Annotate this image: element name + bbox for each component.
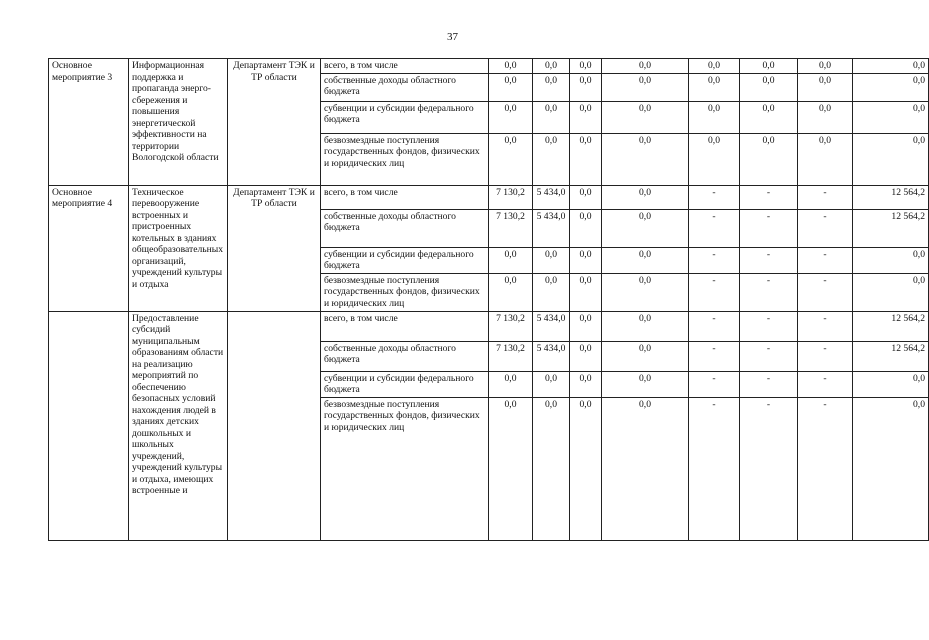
value-cell: 5 434,0 <box>533 209 570 247</box>
value-cell: - <box>798 341 853 371</box>
page-number: 37 <box>447 31 458 43</box>
value-cell: 0,0 <box>533 371 570 397</box>
value-cell: - <box>689 273 740 311</box>
executor-cell <box>228 311 321 540</box>
activity-name-cell: Предоставление субсидий муниципальным образованиям области на реализацию мероприятий по обеспечению безопасных условий нахождения людей в зданиях детских дошкольных и школьных учреждений, учреждений культуры и отдыха, имеющих встроенные и <box>129 311 228 540</box>
value-cell: - <box>740 185 798 209</box>
value-cell: - <box>740 273 798 311</box>
executor-cell: Департамент ТЭК и ТР области <box>228 59 321 186</box>
value-cell: 0,0 <box>602 101 689 133</box>
value-cell: - <box>689 341 740 371</box>
value-cell: 0,0 <box>489 73 533 101</box>
value-cell: 0,0 <box>602 371 689 397</box>
value-cell: 0,0 <box>570 247 602 273</box>
funding-table <box>48 58 929 541</box>
value-cell: 0,0 <box>489 247 533 273</box>
value-cell: - <box>740 247 798 273</box>
value-cell: 0,0 <box>533 59 570 74</box>
funding-source-cell: субвенции и субсидии федерального бюджета <box>321 247 489 273</box>
activity-cell: Основное мероприятие 3 <box>49 59 129 186</box>
value-cell: 0,0 <box>853 273 929 311</box>
value-cell: 0,0 <box>853 101 929 133</box>
value-cell: 0,0 <box>533 101 570 133</box>
value-cell: 0,0 <box>570 397 602 540</box>
value-cell: 12 564,2 <box>853 341 929 371</box>
funding-source-cell: безвозмездные поступления государственных фондов, физических и юридических лиц <box>321 397 489 540</box>
table-row <box>49 185 929 209</box>
value-cell: - <box>740 341 798 371</box>
value-cell: 0,0 <box>570 59 602 74</box>
table-body <box>49 59 929 541</box>
value-cell: 5 434,0 <box>533 341 570 371</box>
table-row <box>49 59 929 74</box>
value-cell: - <box>740 371 798 397</box>
value-cell: 0,0 <box>489 59 533 74</box>
value-cell: 0,0 <box>853 59 929 74</box>
value-cell: 0,0 <box>602 341 689 371</box>
value-cell: - <box>689 209 740 247</box>
value-cell: 0,0 <box>853 133 929 185</box>
value-cell: 0,0 <box>602 59 689 74</box>
activity-name-cell: Информационная поддержка и пропаганда энерго-сбережения и повышения энергетической эффективности на территории Вологодской области <box>129 59 228 186</box>
value-cell: 0,0 <box>602 185 689 209</box>
value-cell: 0,0 <box>689 59 740 74</box>
value-cell: 0,0 <box>570 133 602 185</box>
value-cell: 0,0 <box>570 341 602 371</box>
value-cell: 0,0 <box>798 73 853 101</box>
value-cell: 0,0 <box>489 133 533 185</box>
value-cell: - <box>689 397 740 540</box>
value-cell: 7 130,2 <box>489 209 533 247</box>
value-cell: 0,0 <box>740 59 798 74</box>
value-cell: - <box>798 247 853 273</box>
value-cell: 0,0 <box>853 247 929 273</box>
value-cell: 12 564,2 <box>853 209 929 247</box>
value-cell: 0,0 <box>798 59 853 74</box>
value-cell: 0,0 <box>570 185 602 209</box>
table-row <box>49 311 929 341</box>
value-cell: 0,0 <box>489 273 533 311</box>
value-cell: 7 130,2 <box>489 185 533 209</box>
value-cell: 0,0 <box>689 73 740 101</box>
value-cell: 0,0 <box>689 101 740 133</box>
value-cell: 7 130,2 <box>489 311 533 341</box>
value-cell: 0,0 <box>489 101 533 133</box>
value-cell: - <box>798 185 853 209</box>
value-cell: 12 564,2 <box>853 311 929 341</box>
value-cell: 0,0 <box>533 133 570 185</box>
funding-source-cell: субвенции и субсидии федерального бюджета <box>321 101 489 133</box>
value-cell: 0,0 <box>602 133 689 185</box>
value-cell: 0,0 <box>602 73 689 101</box>
value-cell: - <box>798 371 853 397</box>
value-cell: - <box>689 371 740 397</box>
value-cell: 7 130,2 <box>489 341 533 371</box>
value-cell: 0,0 <box>853 397 929 540</box>
value-cell: - <box>798 209 853 247</box>
value-cell: 0,0 <box>853 73 929 101</box>
funding-source-cell: субвенции и субсидии федерального бюджета <box>321 371 489 397</box>
value-cell: 0,0 <box>602 273 689 311</box>
value-cell: 0,0 <box>570 73 602 101</box>
value-cell: 0,0 <box>489 397 533 540</box>
value-cell: 0,0 <box>602 247 689 273</box>
value-cell: 0,0 <box>533 73 570 101</box>
activity-cell: Основное мероприятие 4 <box>49 185 129 311</box>
funding-source-cell: всего, в том числе <box>321 59 489 74</box>
executor-cell: Департамент ТЭК и ТР области <box>228 185 321 311</box>
value-cell: 0,0 <box>602 311 689 341</box>
value-cell: 0,0 <box>533 247 570 273</box>
value-cell: 5 434,0 <box>533 185 570 209</box>
value-cell: 0,0 <box>602 209 689 247</box>
value-cell: 0,0 <box>798 101 853 133</box>
value-cell: 0,0 <box>740 101 798 133</box>
value-cell: 0,0 <box>602 397 689 540</box>
value-cell: 0,0 <box>533 273 570 311</box>
value-cell: - <box>798 273 853 311</box>
funding-source-cell: собственные доходы областного бюджета <box>321 73 489 101</box>
activity-cell <box>49 311 129 540</box>
value-cell: 0,0 <box>570 101 602 133</box>
value-cell: 0,0 <box>853 371 929 397</box>
value-cell: 0,0 <box>570 273 602 311</box>
activity-name-cell: Техническое перевооружение встроенных и пристроенных котельных в зданиях общеобразовательных организаций, учреждений культуры и отдыха <box>129 185 228 311</box>
value-cell: 0,0 <box>570 371 602 397</box>
value-cell: 0,0 <box>740 73 798 101</box>
value-cell: 0,0 <box>689 133 740 185</box>
value-cell: 0,0 <box>533 397 570 540</box>
value-cell: 0,0 <box>489 371 533 397</box>
funding-source-cell: безвозмездные поступления государственных фондов, физических и юридических лиц <box>321 133 489 185</box>
funding-source-cell: собственные доходы областного бюджета <box>321 341 489 371</box>
value-cell: - <box>740 397 798 540</box>
value-cell: 0,0 <box>740 133 798 185</box>
value-cell: - <box>689 311 740 341</box>
value-cell: - <box>689 247 740 273</box>
funding-source-cell: всего, в том числе <box>321 311 489 341</box>
value-cell: 0,0 <box>798 133 853 185</box>
value-cell: - <box>740 311 798 341</box>
value-cell: 0,0 <box>570 311 602 341</box>
value-cell: - <box>798 311 853 341</box>
funding-source-cell: собственные доходы областного бюджета <box>321 209 489 247</box>
value-cell: - <box>689 185 740 209</box>
funding-source-cell: безвозмездные поступления государственных фондов, физических и юридических лиц <box>321 273 489 311</box>
value-cell: - <box>740 209 798 247</box>
value-cell: 12 564,2 <box>853 185 929 209</box>
value-cell: - <box>798 397 853 540</box>
value-cell: 5 434,0 <box>533 311 570 341</box>
value-cell: 0,0 <box>570 209 602 247</box>
funding-source-cell: всего, в том числе <box>321 185 489 209</box>
